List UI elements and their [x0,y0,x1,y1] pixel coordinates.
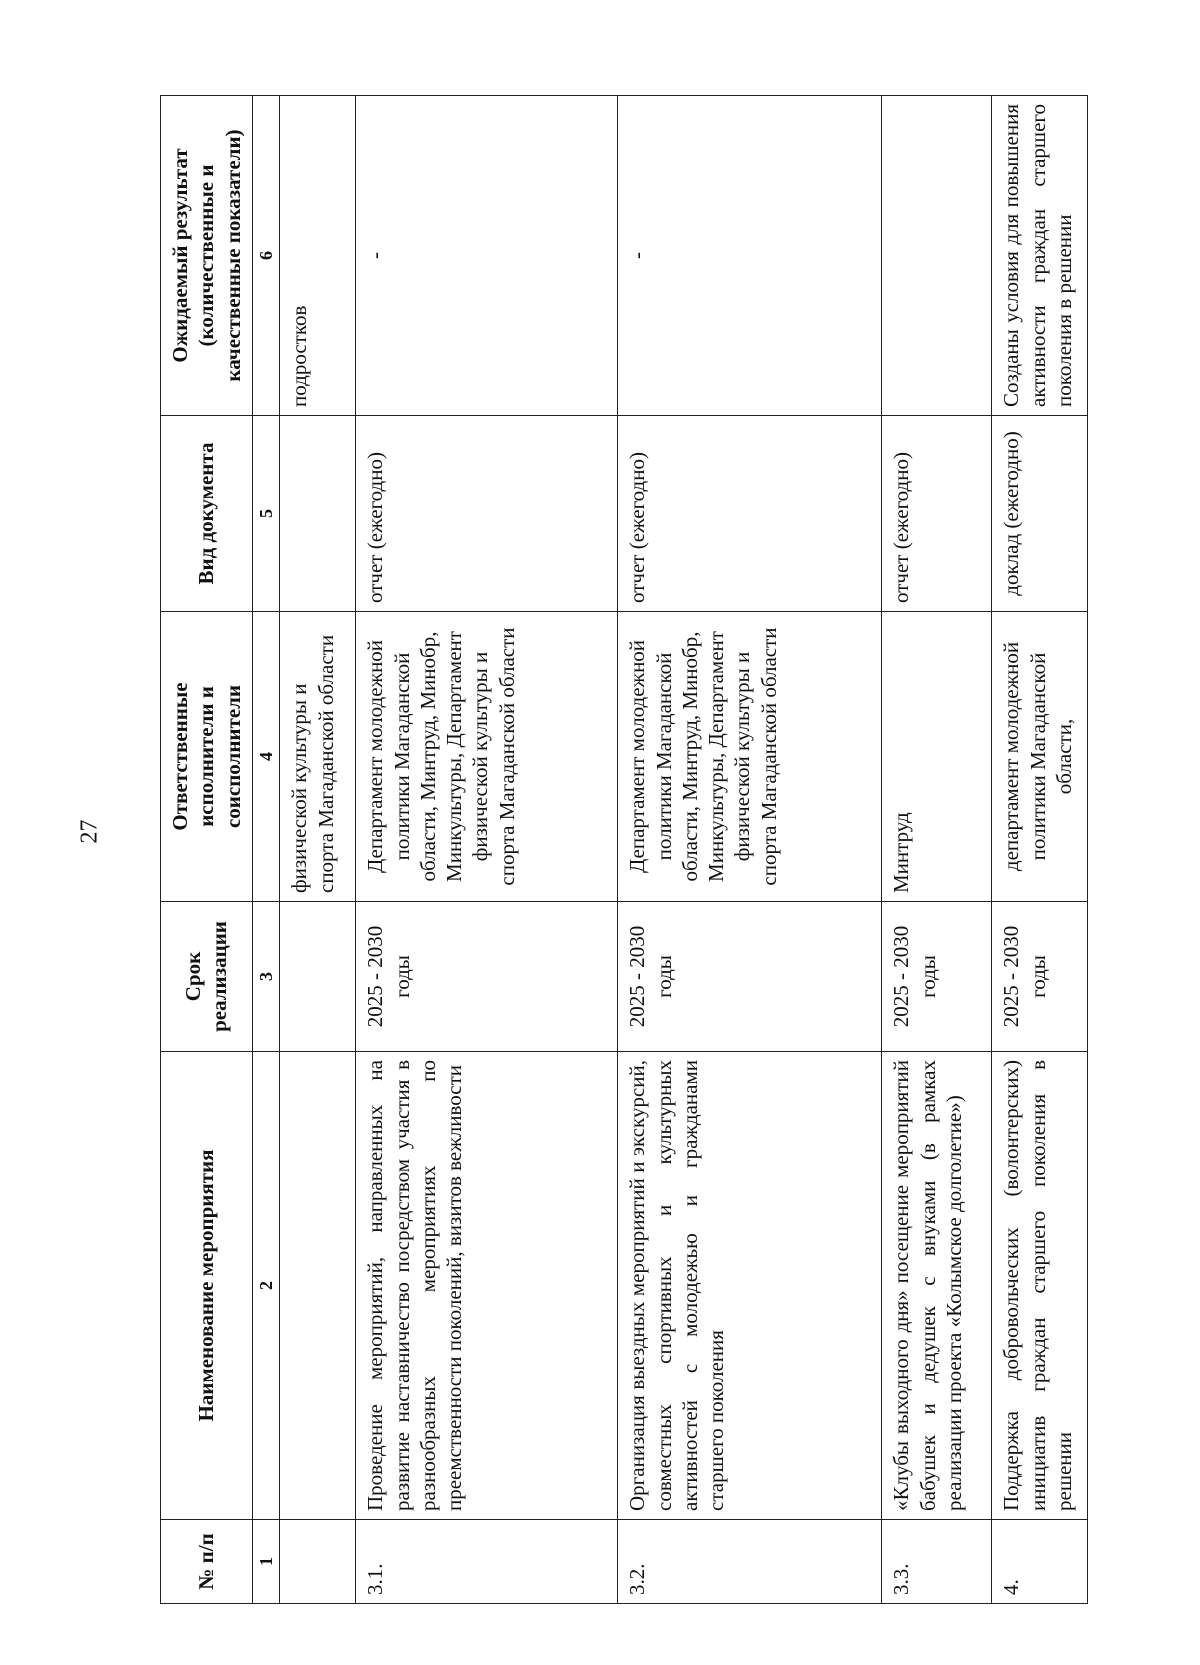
column-number: 2 [252,1052,280,1520]
document-type: доклад (ежегодно) [992,416,1088,612]
term: 2025 - 2030 годы [992,902,1088,1052]
table-row [992,96,1088,1604]
expected-result: - [618,96,882,416]
expected-result [882,96,992,416]
executors: департамент молодежной политики Магаданской области, [992,612,1088,902]
table-row [882,96,992,1604]
header-number: № п/п [161,1520,253,1604]
measure-name: Организация выездных мероприятий и экскурсий, совместных спортивных и культурных активностей с молодежью и гражданами старшего поколения [618,1052,882,1520]
table-row [280,96,356,1604]
column-number-row [252,96,280,1604]
row-number: 4. [992,1520,1088,1604]
row-number [280,1520,356,1604]
term: 2025 - 2030 годы [618,902,882,1052]
column-number: 1 [252,1520,280,1604]
executors: Департамент молодежной политики Магаданской области, Минтруд, Минобр, Минкультуры, Департамент физической культуры и спорта Магаданской области [618,612,882,902]
measure-name [280,1052,356,1520]
header-expected-result: Ожидаемый результат (количественные и качественные показатели) [161,96,253,416]
executors: Департамент молодежной политики Магаданской области, Минтруд, Минобр, Минкультуры, Департамент физической культуры и спорта Магаданской области [356,612,618,902]
term: 2025 - 2030 годы [356,902,618,1052]
executors: физической культуры и спорта Магаданской области [280,612,356,902]
header-row [161,96,253,1604]
header-term: Срок реализации [161,902,253,1052]
measure-name: Проведение мероприятий, направленных на развитие наставничество посредством участия в разнообразных мероприятиях по преемственности поколений, визитов вежливости [356,1052,618,1520]
document-type: отчет (ежегодно) [356,416,618,612]
expected-result: - [356,96,618,416]
executors: Минтруд [882,612,992,902]
term [280,902,356,1052]
rotated-table-container [160,96,1076,1604]
expected-result: подростков [280,96,356,416]
document-type: отчет (ежегодно) [882,416,992,612]
table-row [618,96,882,1604]
column-number: 6 [252,96,280,416]
header-executors: Ответственные исполнители и соисполнители [161,612,253,902]
document-type: отчет (ежегодно) [618,416,882,612]
column-number: 5 [252,416,280,612]
page-number: 27 [76,819,103,844]
expected-result: Созданы условия для повышения активности граждан старшего поколения в решении [992,96,1088,416]
column-number: 3 [252,902,280,1052]
term: 2025 - 2030 годы [882,902,992,1052]
table-row [356,96,618,1604]
measure-name: Поддержка добровольческих (волонтерских) инициатив граждан старшего поколения в решении [992,1052,1088,1520]
measures-table [160,95,1088,1604]
row-number: 3.2. [618,1520,882,1604]
row-number: 3.1. [356,1520,618,1604]
column-number: 4 [252,612,280,902]
measure-name: «Клубы выходного дня» посещение мероприятий бабушек и дедушек с внуками (в рамках реализации проекта «Колымское долголетие») [882,1052,992,1520]
header-measure-name: Наименование мероприятия [161,1052,253,1520]
document-type [280,416,356,612]
row-number: 3.3. [882,1520,992,1604]
header-document-type: Вид документа [161,416,253,612]
